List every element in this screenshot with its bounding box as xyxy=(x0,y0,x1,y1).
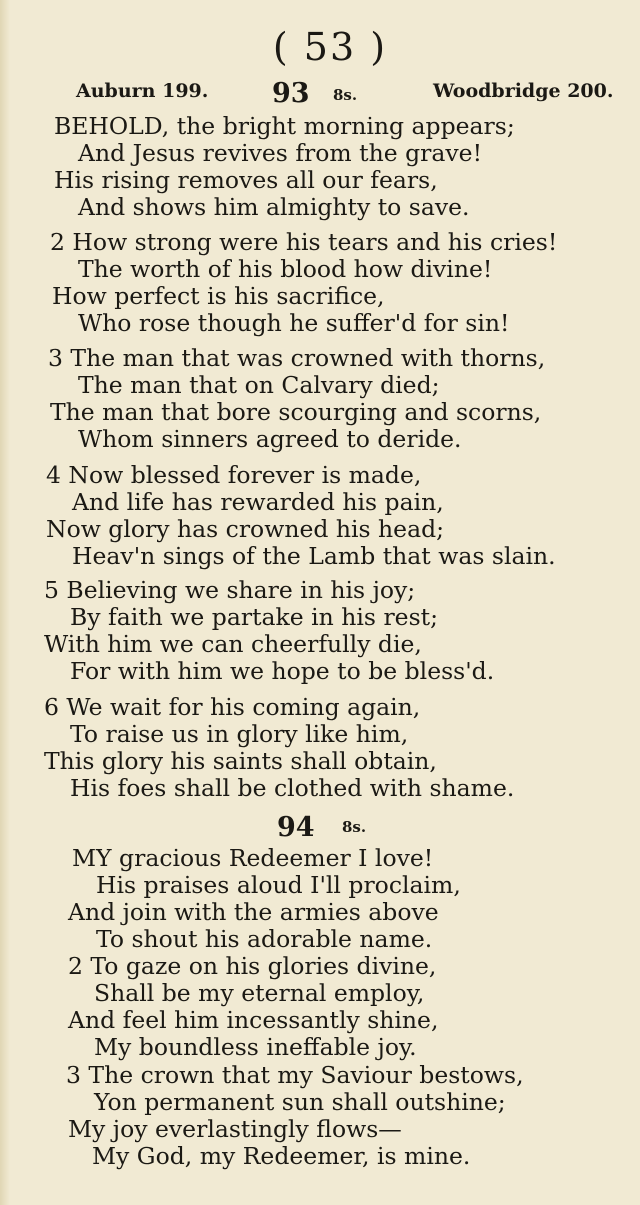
verse-line: 2 How strong were his tears and his cries! xyxy=(50,228,558,256)
verse-line: With him we can cheerfully die, xyxy=(44,630,422,658)
verse-line: How perfect is his sacrifice, xyxy=(52,282,385,310)
verse-line: 5 Believing we share in his joy; xyxy=(44,576,416,604)
verse-line: The man that bore scourging and scorns, xyxy=(50,398,542,426)
verse-line: The worth of his blood how divine! xyxy=(78,255,493,283)
verse-line: The man that on Calvary died; xyxy=(78,371,440,399)
tune-name-right: Woodbridge 200. xyxy=(433,80,614,102)
verse-line: 6 We wait for his coming again, xyxy=(44,693,421,721)
verse-line: Yon permanent sun shall outshine; xyxy=(94,1088,506,1116)
hymn-number-94: 94 xyxy=(277,812,315,843)
verse-line: BEHOLD, the bright morning appears; xyxy=(54,112,515,140)
page-edge xyxy=(0,0,10,1205)
verse-line: 2 To gaze on his glories divine, xyxy=(68,952,437,980)
verse-line: 3 The man that was crowned with thorns, xyxy=(48,344,546,372)
tune-name-left: Auburn 199. xyxy=(76,80,209,102)
verse-line: By faith we partake in his rest; xyxy=(70,603,439,631)
verse-line: And join with the armies above xyxy=(68,898,439,926)
verse-line: 3 The crown that my Saviour bestows, xyxy=(66,1061,524,1089)
verse-line: To shout his adorable name. xyxy=(96,925,433,953)
verse-line: And Jesus revives from the grave! xyxy=(78,139,483,167)
verse-line: To raise us in glory like him, xyxy=(70,720,409,748)
verse-line: My boundless ineffable joy. xyxy=(94,1033,417,1061)
verse-line: Whom sinners agreed to deride. xyxy=(78,425,462,453)
verse-line: And shows him almighty to save. xyxy=(78,193,470,221)
hymn-number-93: 93 xyxy=(272,78,310,109)
verse-line: Shall be my eternal employ, xyxy=(94,979,425,1007)
verse-line: This glory his saints shall obtain, xyxy=(44,747,437,775)
hymn-meter-94: 8s. xyxy=(342,818,367,836)
verse-line: 4 Now blessed forever is made, xyxy=(46,461,422,489)
page-number: ( 53 ) xyxy=(272,25,388,69)
verse-line: Now glory has crowned his head; xyxy=(46,515,445,543)
verse-line: My joy everlastingly flows— xyxy=(68,1115,402,1143)
verse-line: Who rose though he suffer'd for sin! xyxy=(78,309,510,337)
hymn-meter-93: 8s. xyxy=(333,86,358,104)
verse-line: His rising removes all our fears, xyxy=(54,166,438,194)
verse-line: Heav'n sings of the Lamb that was slain. xyxy=(72,542,556,570)
verse-line: And feel him incessantly shine, xyxy=(68,1006,439,1034)
verse-line: For with him we hope to be bless'd. xyxy=(70,657,495,685)
verse-line: His praises aloud I'll proclaim, xyxy=(96,871,461,899)
verse-line: And life has rewarded his pain, xyxy=(72,488,444,516)
verse-line: His foes shall be clothed with shame. xyxy=(70,774,515,802)
verse-line: My God, my Redeemer, is mine. xyxy=(92,1142,471,1170)
verse-line: MY gracious Redeemer I love! xyxy=(72,844,434,872)
